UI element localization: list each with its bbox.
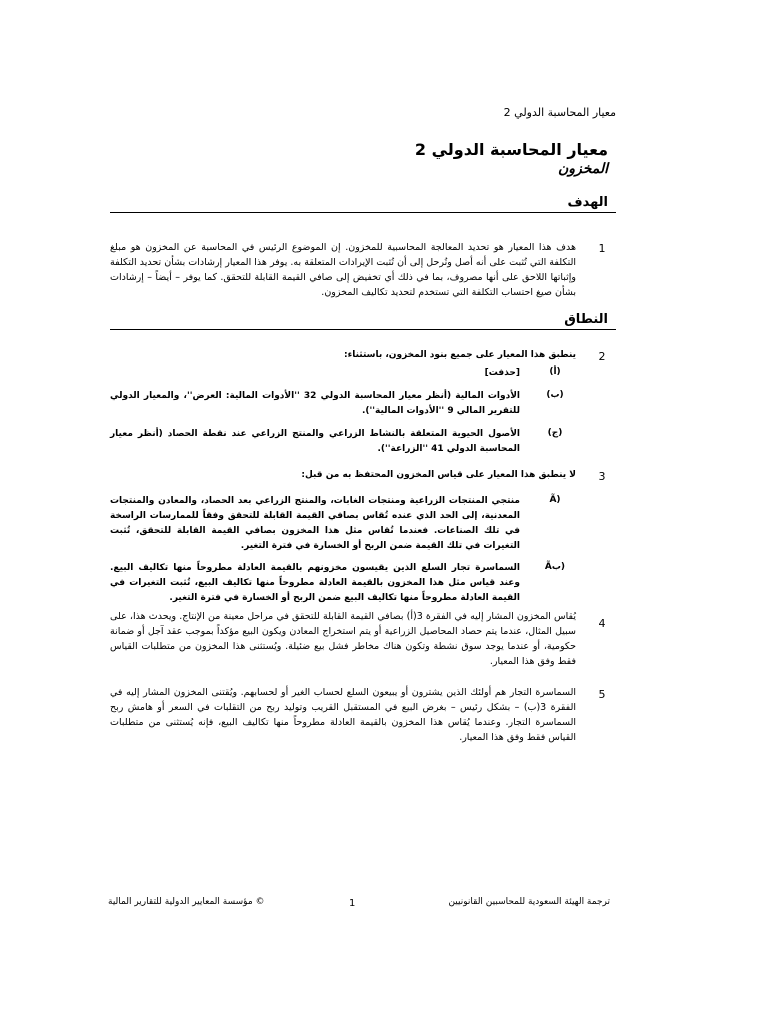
list-item-marker: (ج) <box>547 428 563 438</box>
list-item-marker: (أ) <box>549 367 561 377</box>
paragraph-text: يُقاس المخزون المشار إليه في الفقرة 3(أ) بصافي القيمة القابلة للتحقق في مراحل معينة من الإنتاج. ويحدث هذا، على سبيل المثال، عندما يتم حصاد المحاصيل الزراعية أو يتم استخراج المعادن ويكون البيع مؤكداً بموجب عقد آجل أو ضمانة حكومية، أو عندما يوجد سوق نشطة وتكون هناك مخاطر فشل بيع ضئيلة. ويُستثنى هذا المخزون من متطلبات القياس فقط وفق هذا المعيار. <box>110 611 576 667</box>
list-item: الأدوات المالية (أنظر معيار المحاسبة الدولي 32 ''الأدوات المالية: العرض''، والمعيار الدولي للتقرير المالي 9 ''الأدوات المالية''). <box>110 391 520 416</box>
page-subtitle: المخزون <box>557 161 608 177</box>
section-heading-objective: الهدف <box>567 195 608 210</box>
page-title: معيار المحاسبة الدولي 2 <box>414 140 608 159</box>
list-item: السماسرة تجار السلع الذين يقيسون مخزونهم بالقيمة العادلة مطروحاً منها تكاليف البيع. وعند قياس مثل هذا المخزون بالقيمة العادلة مطروحاً منها تكاليف البيع، تُثبت التغيرات في القيمة العادلة مطروحاً منها تكاليف البيع ضمن الربح أو الخسارة في فترة التغير. <box>110 563 520 603</box>
running-header: معيار المحاسبة الدولي 2 <box>503 106 616 119</box>
list-item: الأصول الحيوية المتعلقة بالنشاط الزراعي والمنتج الزراعي عند نقطة الحصاد (أنظر معيار المحاسبة الدولي 41 ''الزراعة''). <box>110 429 520 454</box>
section-divider <box>110 212 616 213</box>
list-item: منتجي المنتجات الزراعية ومنتجات الغابات، والمنتج الزراعي بعد الحصاد، والمعادن والمنتجات المعدنية، إلى الحد الذي عنده تُقاس بصافي القيمة القابلة للتحقق وفقاً للممارسات الراسخة في تلك الصناعات. فعندما تُقاس مثل هذا المخزون بصافي القيمة القابلة للتحقق، تُثبت التغيرات في تلك القيمة ضمن الربح أو الخسارة في فترة التغير. <box>110 496 520 551</box>
footer-translation-credit: ترجمة الهيئة السعودية للمحاسبين القانونيين <box>448 897 610 907</box>
paragraph-text: السماسرة التجار هم أولئك الذين يشترون أو يبيعون السلع لحساب الغير أو لحسابهم. ويُقتنى المخزون المشار إليه في الفقرة 3(ب) – بشكل رئيس – بغرض البيع في المستقبل القريب وتوليد ربح من التقلبات في السعر أو هامش ربح السماسرة التجار. وعندما يُقاس هذا المخزون بالقيمة العادلة مطروحاً منها تكاليف البيع، فإنه يُستثنى من متطلبات القياس فقط وفق هذا المعيار. <box>110 687 576 743</box>
paragraph-text: ينطبق هذا المعيار على جميع بنود المخزون، باستثناء: <box>344 350 576 360</box>
list-item: [حذفت] <box>484 368 520 378</box>
paragraph-text: هدف هذا المعيار هو تحديد المعالجة المحاسبية للمخزون. إن الموضوع الرئيس في المحاسبة عن المخزون هو مبلغ التكلفة التي تُثبت على أنه أصل وتُرحل إلى أن تُثبت الإيرادات المتعلقة به. يوفر هذا المعيار إرشادات بشأن تحديد التكلفة وإثباتها اللاحق على أنها مصروف، بما في ذلك أي تخفيض إلى صافي القيمة القابلة للتحقق. كما يوفر – أيضاً – إرشادات بشأن صيغ احتساب التكلفة التي تستخدم لتحديد تكاليف المخزون. <box>110 242 576 298</box>
paragraph-number: 4 <box>598 617 606 630</box>
paragraph-number: 2 <box>598 350 606 363</box>
list-item-marker: (بÃ <box>544 562 566 572</box>
paragraph-number: 3 <box>598 470 606 483</box>
list-item-marker: (ب) <box>546 390 564 400</box>
footer-copyright: © مؤسسة المعايير الدولية للتقارير المالية <box>108 897 265 907</box>
section-heading-scope: النطاق <box>564 312 608 327</box>
paragraph-number: 1 <box>598 242 606 255</box>
paragraph-text: لا ينطبق هذا المعيار على قياس المخزون المحتفظ به من قبل: <box>301 470 576 480</box>
list-item-marker: (Ã <box>549 495 561 505</box>
page-number: 1 <box>349 898 356 909</box>
section-divider <box>110 329 616 330</box>
paragraph-number: 5 <box>598 688 606 701</box>
